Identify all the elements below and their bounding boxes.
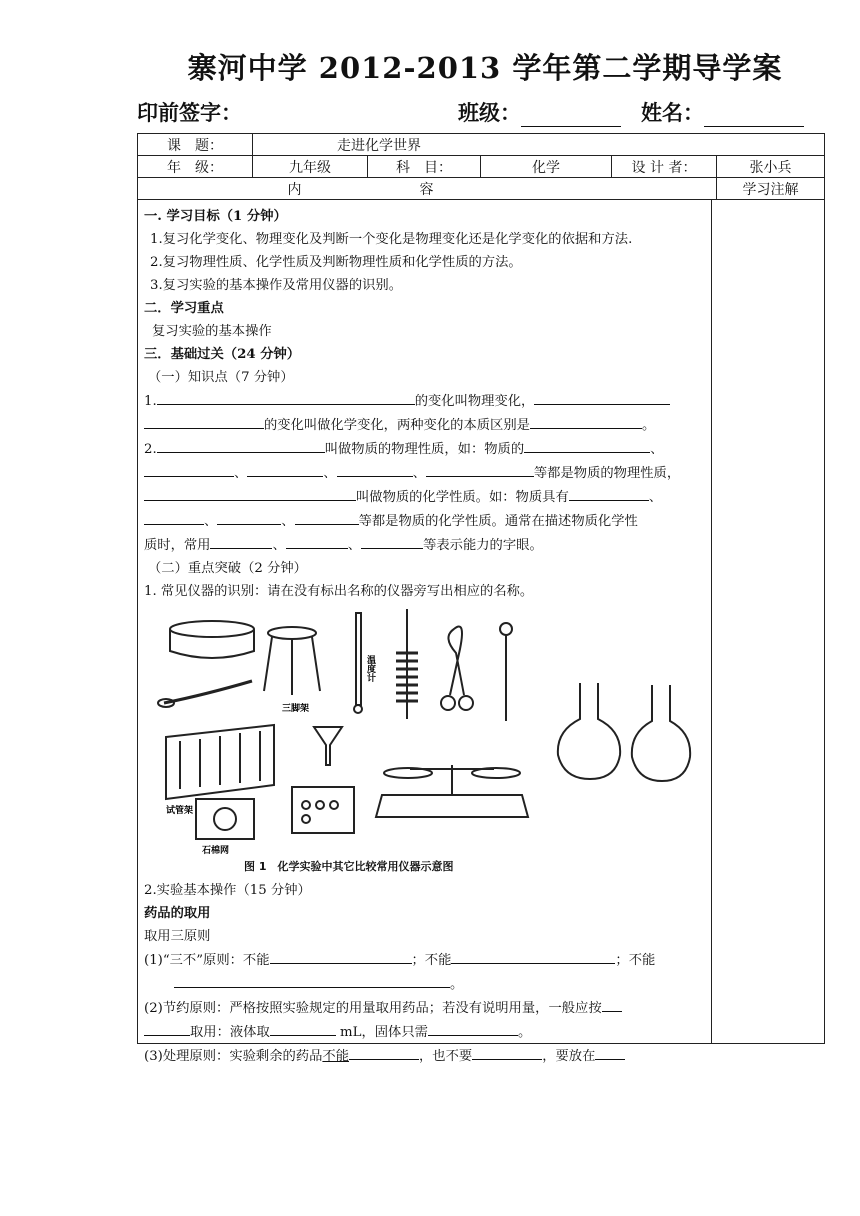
- objective-1: 1.复习化学变化、物理变化及判断一个变化是物理变化还是化学变化的依据和方法.: [150, 232, 633, 247]
- round-flask-icon: [558, 683, 620, 779]
- blank[interactable]: [602, 996, 622, 1012]
- knowledge-line-1: 1. 的变化叫物理变化，: [144, 389, 706, 413]
- principle-1-line-2: 。: [144, 972, 706, 996]
- blank[interactable]: [144, 1020, 190, 1036]
- blank[interactable]: [144, 461, 234, 477]
- blank[interactable]: [144, 413, 264, 429]
- content-area: [137, 199, 825, 1064]
- label-tripod: 三脚架: [282, 704, 310, 714]
- blank[interactable]: [569, 485, 649, 501]
- flat-flask-icon: [632, 685, 690, 781]
- evaporating-dish-icon: [170, 621, 254, 637]
- blank[interactable]: [361, 533, 423, 549]
- key-point-text: 复习实验的基本操作: [152, 324, 272, 339]
- weights-box-icon: [292, 787, 354, 833]
- name-blank[interactable]: [704, 106, 804, 127]
- funnel-icon: [314, 727, 342, 765]
- knowledge-title: （一）知识点（7 分钟）: [148, 370, 294, 385]
- blank[interactable]: [144, 509, 204, 525]
- knowledge-line-7: 质时，常用 、 、 等表示能力的字眼。: [144, 533, 706, 557]
- objective-3: 3.复习实验的基本操作及常用仪器的识别。: [150, 278, 403, 293]
- sign-label: 印前签字：: [137, 100, 242, 125]
- section-3-title: 三．基础过关（24 分钟）: [144, 347, 301, 362]
- class-blank[interactable]: [521, 106, 621, 127]
- blank[interactable]: [144, 485, 356, 501]
- info-table: [137, 133, 825, 200]
- content-header-right: 容: [368, 178, 717, 200]
- topic-value: 走进化学世界: [253, 134, 825, 156]
- label-thermometer: 温度计: [365, 655, 375, 682]
- blank[interactable]: [524, 437, 650, 453]
- principle-1-line-1: (1)“三不”原则：不能 ；不能 ；不能: [144, 948, 706, 972]
- blank[interactable]: [534, 389, 670, 405]
- figure-caption: 图 1 化学实验中其它比较常用仪器示意图: [244, 860, 454, 873]
- asbestos-gauze-icon: [196, 799, 254, 839]
- blank[interactable]: [157, 437, 325, 453]
- grade-label: 年 级：: [138, 156, 253, 178]
- blank[interactable]: [270, 948, 412, 964]
- knowledge-line-5: 叫做物质的化学性质。如：物质具有 、: [144, 485, 706, 509]
- notes-header: 学习注解: [717, 178, 825, 200]
- crucible-tongs-icon: [448, 627, 464, 696]
- thermometer-icon: [356, 613, 361, 705]
- knowledge-line-3: 2. 叫做物质的物理性质，如：物质的 、: [144, 437, 706, 461]
- knowledge-line-4: 、 、 、 等都是物质的物理性质，: [144, 461, 706, 485]
- blank[interactable]: [337, 461, 413, 477]
- blank[interactable]: [174, 972, 450, 988]
- name-label: 姓名：: [641, 100, 704, 125]
- knowledge-line-2: 的变化叫做化学变化，两种变化的本质区别是 。: [144, 413, 706, 437]
- subject-label: 科 目：: [368, 156, 481, 178]
- notes-column-divider: [711, 199, 712, 1044]
- designer-label: 设 计 者：: [612, 156, 717, 178]
- blank[interactable]: [247, 461, 323, 477]
- topic-label: 课 题：: [138, 134, 253, 156]
- blank[interactable]: [428, 1020, 518, 1036]
- principle-2-line-1: (2)节约原则：严格按照实验规定的用量取用药品；若没有说明用量，一般应按: [144, 996, 706, 1020]
- blank[interactable]: [472, 1044, 542, 1060]
- subject-value: 化学: [481, 156, 612, 178]
- drug-taking-title: 药品的取用: [144, 906, 211, 921]
- grade-value: 九年级: [253, 156, 368, 178]
- designer-value: 张小兵: [717, 156, 825, 178]
- blank[interactable]: [217, 509, 281, 525]
- operations-title: 2.实验基本操作（15 分钟）: [144, 883, 311, 898]
- blank[interactable]: [349, 1044, 419, 1060]
- name-field: [641, 97, 804, 127]
- section-2-title: 二．学习重点: [144, 301, 224, 316]
- page-title: 寨河中学 2012-2013 学年第二学期导学案: [187, 51, 783, 85]
- label-asbestos-gauze: 石棉网: [202, 846, 230, 856]
- blank[interactable]: [530, 413, 642, 429]
- tripod-icon: [268, 627, 316, 639]
- blank[interactable]: [270, 1020, 336, 1036]
- blank[interactable]: [595, 1044, 625, 1060]
- knowledge-line-6: 、 、 等都是物质的化学性质。通常在描述物质化学性: [144, 509, 706, 533]
- principle-2-line-2: 取用：液体取 mL，固体只需 。: [144, 1020, 706, 1044]
- dropper-icon: [500, 623, 512, 635]
- class-field: [458, 97, 621, 127]
- label-test-tube-rack: 试管架: [166, 806, 194, 816]
- principles-title: 取用三原则: [144, 929, 211, 944]
- key-breakthrough-title: （二）重点突破（2 分钟）: [148, 561, 307, 576]
- content-body: [144, 205, 706, 1068]
- objective-2: 2.复习物理性质、化学性质及判断物理性质和化学性质的方法。: [150, 255, 522, 270]
- content-header-left: 内: [138, 178, 368, 200]
- balance-icon: [376, 795, 528, 817]
- instrument-figure: [144, 609, 706, 879]
- blank[interactable]: [451, 948, 615, 964]
- spatula-icon: [164, 681, 252, 703]
- principle-3-line-1: (3)处理原则：实验剩余的药品不能 ，也不要 ，要放在: [144, 1044, 706, 1068]
- blank[interactable]: [286, 533, 348, 549]
- instrument-task: 1. 常见仪器的识别：请在没有标出名称的仪器旁写出相应的名称。: [144, 584, 534, 599]
- section-1-title: 一. 学习目标（1 分钟）: [144, 209, 287, 224]
- blank[interactable]: [426, 461, 534, 477]
- class-label: 班级：: [458, 100, 521, 125]
- blank[interactable]: [157, 389, 415, 405]
- blank[interactable]: [210, 533, 272, 549]
- instrument-illustration: [144, 609, 706, 879]
- blank[interactable]: [295, 509, 359, 525]
